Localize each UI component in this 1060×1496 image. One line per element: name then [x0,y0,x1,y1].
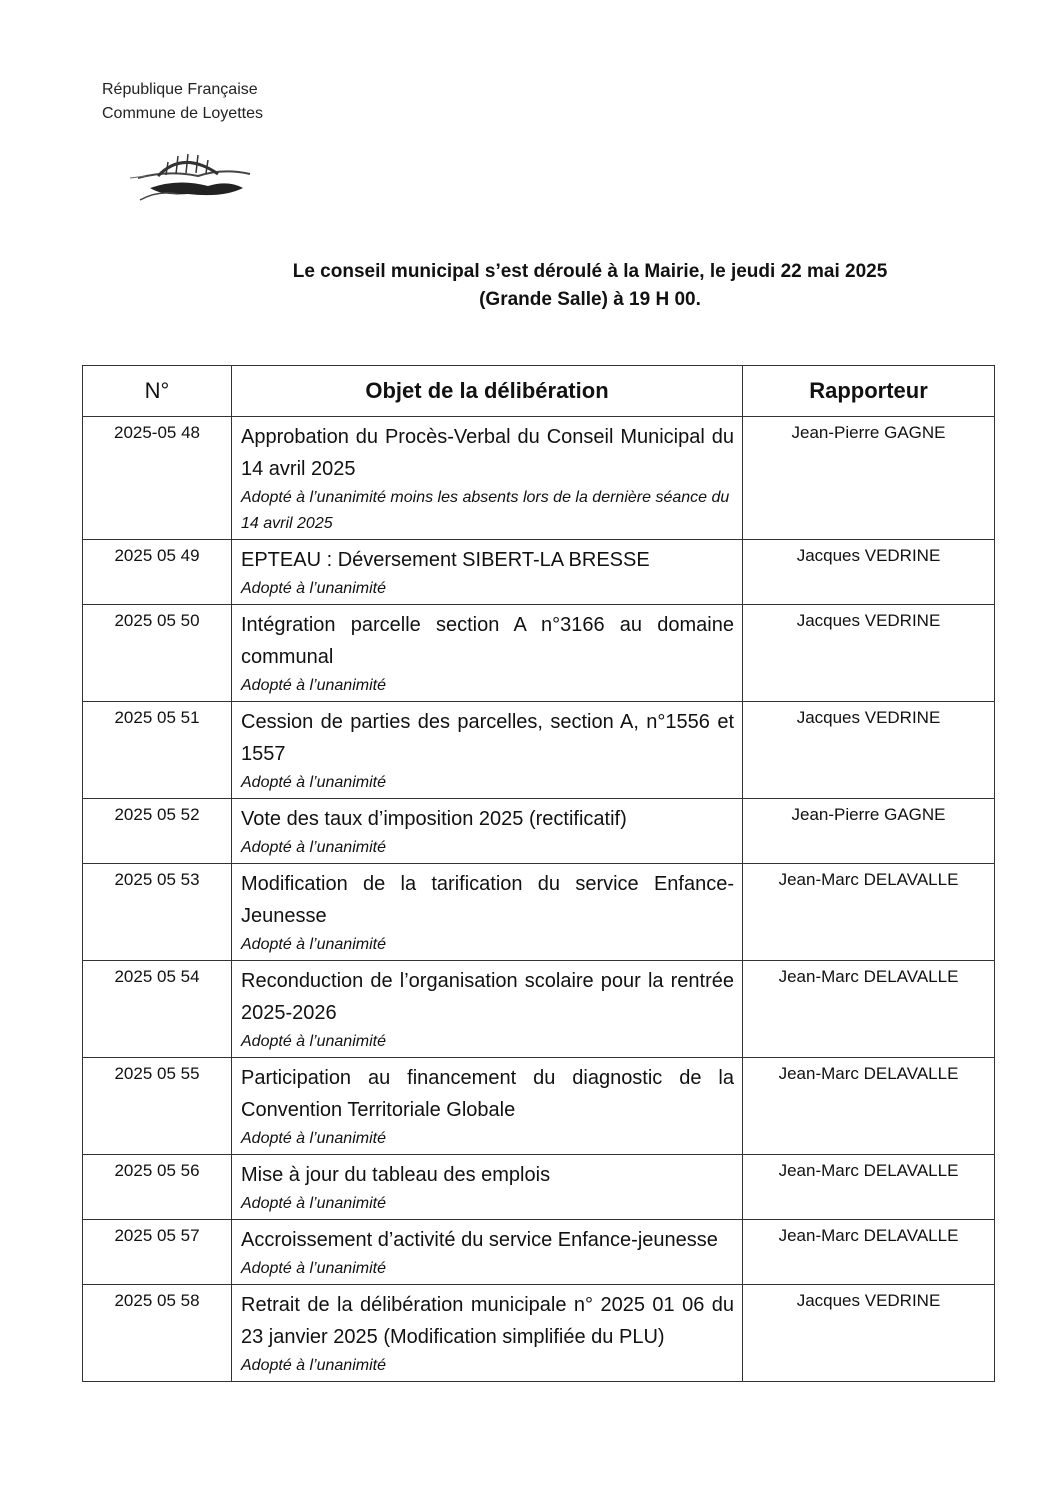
deliberation-subject-cell [232,1155,743,1220]
table-row [83,540,995,605]
table-row [83,605,995,702]
deliberation-subject-cell [232,1220,743,1285]
deliberation-rapporteur: Jean-Marc DELAVALLE [743,1155,995,1220]
deliberation-number: 2025 05 51 [83,702,232,799]
deliberation-rapporteur: Jean-Pierre GAGNE [743,417,995,540]
deliberation-subject-cell [232,1058,743,1155]
header-number: N° [83,366,232,417]
deliberation-subject-cell [232,540,743,605]
title-line-1: Le conseil municipal s’est déroulé à la Mairie, le jeudi 22 mai 2025 [292,261,888,282]
deliberation-rapporteur: Jean-Marc DELAVALLE [743,1220,995,1285]
table-row [83,702,995,799]
deliberation-result: Adopté à l’unanimité [241,1033,386,1050]
deliberation-result: Adopté à l’unanimité [241,839,386,856]
deliberation-subject-cell [232,1285,743,1382]
deliberation-number: 2025 05 53 [83,864,232,961]
deliberation-result: Adopté à l’unanimité [241,580,386,597]
deliberation-rapporteur: Jacques VEDRINE [743,1285,995,1382]
deliberation-subject: Participation au financement du diagnostic de la Convention Territoriale Globale [241,1067,734,1121]
deliberation-rapporteur: Jean-Marc DELAVALLE [743,864,995,961]
deliberation-number: 2025 05 58 [83,1285,232,1382]
deliberation-rapporteur: Jacques VEDRINE [743,702,995,799]
table-row [83,417,995,540]
deliberation-subject: Mise à jour du tableau des emplois [241,1164,551,1186]
deliberation-subject: Vote des taux d’imposition 2025 (rectificatif) [241,808,627,830]
deliberation-result: Adopté à l’unanimité [241,774,386,791]
deliberation-subject: EPTEAU : Déversement SIBERT-LA BRESSE [241,549,650,571]
deliberation-rapporteur: Jean-Marc DELAVALLE [743,1058,995,1155]
deliberation-subject-cell [232,961,743,1058]
commune-name: Commune de Loyettes [102,105,263,122]
deliberation-subject: Approbation du Procès-Verbal du Conseil Municipal du 14 avril 2025 [241,426,734,480]
header-rapporteur: Rapporteur [743,366,995,417]
deliberation-subject-cell [232,799,743,864]
deliberation-result: Adopté à l’unanimité [241,1357,386,1374]
deliberation-subject-cell [232,864,743,961]
deliberation-result: Adopté à l’unanimité [241,936,386,953]
deliberation-number: 2025 05 50 [83,605,232,702]
table-row [83,1058,995,1155]
deliberation-rapporteur: Jean-Pierre GAGNE [743,799,995,864]
table-row [83,1220,995,1285]
commune-logo-icon [128,148,258,206]
deliberation-subject: Intégration parcelle section A n°3166 au domaine communal [241,614,734,668]
title-line-2: (Grande Salle) à 19 H 00. [479,289,701,310]
table-row [83,1155,995,1220]
deliberation-number: 2025 05 52 [83,799,232,864]
deliberation-result: Adopté à l’unanimité [241,1195,386,1212]
republic-label: République Française [102,81,258,98]
deliberation-result: Adopté à l’unanimité [241,1260,386,1277]
header-subject: Objet de la délibération [232,366,743,417]
document-header [102,78,263,126]
deliberation-rapporteur: Jacques VEDRINE [743,540,995,605]
deliberation-subject: Retrait de la délibération municipale n° 2025 01 06 du 23 janvier 2025 (Modification simplifiée du PLU) [241,1294,734,1348]
deliberation-subject: Modification de la tarification du service Enfance-Jeunesse [241,873,734,927]
table-header-row [83,366,995,417]
deliberation-number: 2025 05 54 [83,961,232,1058]
deliberation-number: 2025 05 57 [83,1220,232,1285]
table-row [83,961,995,1058]
table-row [83,1285,995,1382]
deliberation-number: 2025-05 48 [83,417,232,540]
deliberation-subject-cell [232,605,743,702]
deliberation-subject-cell [232,417,743,540]
deliberation-rapporteur: Jean-Marc DELAVALLE [743,961,995,1058]
deliberation-result: Adopté à l’unanimité [241,1130,386,1147]
table-row [83,864,995,961]
deliberation-subject: Cession de parties des parcelles, section A, n°1556 et 1557 [241,711,734,765]
deliberation-subject: Reconduction de l’organisation scolaire pour la rentrée 2025-2026 [241,970,734,1024]
deliberation-rapporteur: Jacques VEDRINE [743,605,995,702]
deliberation-result: Adopté à l’unanimité [241,677,386,694]
page-title [200,258,980,314]
deliberation-subject-cell [232,702,743,799]
deliberation-number: 2025 05 49 [83,540,232,605]
deliberation-number: 2025 05 55 [83,1058,232,1155]
deliberation-subject: Accroissement d’activité du service Enfance-jeunesse [241,1229,718,1251]
table-row [83,799,995,864]
deliberation-number: 2025 05 56 [83,1155,232,1220]
deliberations-table [82,365,995,1382]
deliberation-result: Adopté à l’unanimité moins les absents lors de la dernière séance du 14 avril 2025 [241,489,730,532]
